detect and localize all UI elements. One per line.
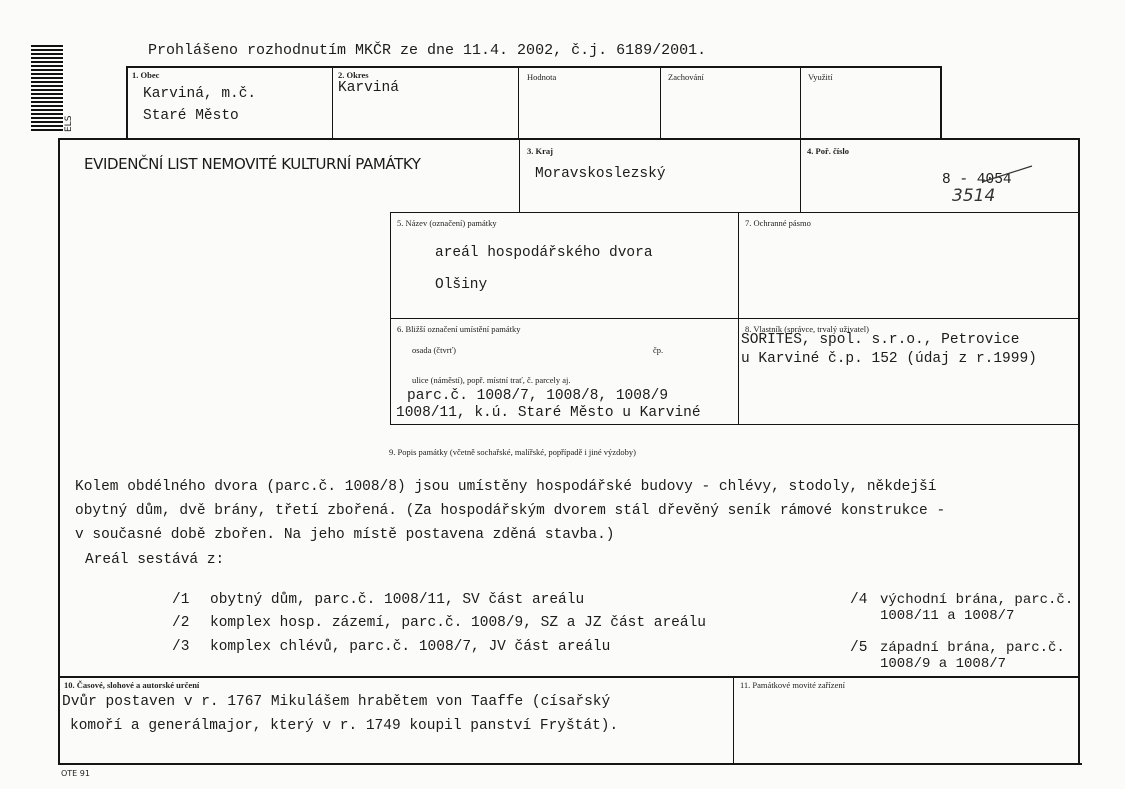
kraj-value: Moravskoslezský — [535, 166, 666, 182]
casove-line2: komoří a generálmajor, který v r. 1749 koupil panství Fryštát). — [70, 718, 619, 734]
item-2-text: komplex hosp. zázemí, parc.č. 1008/9, SZ a JZ část areálu — [210, 615, 706, 631]
nazev-line1: areál hospodářského dvora — [435, 245, 653, 261]
item-5-line2: 1008/9 a 1008/7 — [880, 656, 1007, 672]
obec-line1: Karviná, m.č. — [143, 86, 257, 102]
strikethrough-mark — [980, 162, 1036, 186]
casove-line1: Dvůr postaven v r. 1767 Mikulášem hrabětem von Taaffe (císařský — [62, 694, 611, 710]
nazev-label: 5. Název (označení) památky — [397, 218, 497, 228]
okres-value: Karviná — [338, 80, 399, 96]
item-4-line1: východní brána, parc.č. — [880, 592, 1074, 608]
item-4-line2: 1008/11 a 1008/7 — [880, 608, 1015, 624]
ochranne-pasmo-label: 7. Ochranné pásmo — [745, 218, 811, 228]
vlastnik-label: 8. Vlastník (správce, trvalý uživatel) — [745, 324, 869, 334]
zachovani-label: Zachování — [668, 72, 704, 82]
item-1-num: /1 — [172, 592, 190, 608]
item-5-line1: západní brána, parc.č. — [880, 640, 1065, 656]
obec-line2: Staré Město — [143, 108, 239, 124]
por-cislo-label: 4. Poř. číslo — [807, 146, 850, 156]
osada-label: osada (čtvrť) — [412, 345, 456, 355]
popis-label: 9. Popis památky (včetně sochařské, malířské, popřípadě i jiné výzdoby) — [389, 447, 636, 457]
hodnota-label: Hodnota — [527, 72, 557, 82]
declaration-note: Prohlášeno rozhodnutím MKČR ze dne 11.4. 2002, č.j. 6189/2001. — [148, 42, 707, 59]
areal-heading: Areál sestává z: — [85, 552, 225, 568]
nazev-line2: Olšiny — [435, 277, 488, 293]
umisteni-line2: 1008/11, k.ú. Staré Město u Karviné — [396, 405, 701, 421]
casove-label: 10. Časové, slohové a autorské určení — [64, 680, 200, 690]
item-3-num: /3 — [172, 639, 190, 655]
por-cislo-value: 8 - 4054 — [942, 172, 1012, 188]
popis-line-1: Kolem obdélného dvora (parc.č. 1008/8) jsou umístěny hospodářské budovy - chlévy, stodoly, někdejší — [75, 479, 937, 495]
obec-label: 1. Obec — [132, 70, 160, 80]
popis-line-2: obytný dům, dvě brány, třetí zbořená. (Za hospodářským dvorem stál dřevěný seník rámové konstrukce - — [75, 503, 946, 519]
vlastnik-line2: u Karviné č.p. 152 (údaj z r.1999) — [741, 351, 1037, 367]
movite-label: 11. Památkové movité zařízení — [740, 680, 845, 690]
form-code: OTE 91 — [61, 769, 90, 778]
vyuziti-label: Využití — [808, 72, 833, 82]
item-1-text: obytný dům, parc.č. 1008/11, SV část areálu — [210, 592, 585, 608]
popis-line-3: v současné době zbořen. Na jeho místě postavena zděná stavba.) — [75, 527, 615, 543]
vlastnik-line1: SORITES, spol. s.r.o., Petrovice — [741, 332, 1020, 348]
form-title: EVIDENČNÍ LIST NEMOVITÉ KULTURNÍ PAMÁTKY — [84, 155, 421, 173]
kraj-label: 3. Kraj — [527, 146, 553, 156]
ulice-label: ulice (náměstí), popř. místní trať, č. parcely aj. — [412, 375, 571, 385]
cp-label: čp. — [653, 345, 664, 355]
umisteni-line1: parc.č. 1008/7, 1008/8, 1008/9 — [407, 388, 669, 404]
item-3-text: komplex chlévů, parc.č. 1008/7, JV část areálu — [210, 639, 611, 655]
umisteni-label: 6. Bližší označení umístění památky — [397, 324, 521, 334]
okres-label: 2. Okres — [338, 70, 369, 80]
item-2-num: /2 — [172, 615, 190, 631]
item-4-num: /4 — [850, 592, 868, 608]
handwritten-number: 3514 — [952, 186, 996, 206]
barcode — [31, 45, 63, 135]
item-5-num: /5 — [850, 640, 868, 656]
barcode-label: ELS — [64, 115, 74, 132]
